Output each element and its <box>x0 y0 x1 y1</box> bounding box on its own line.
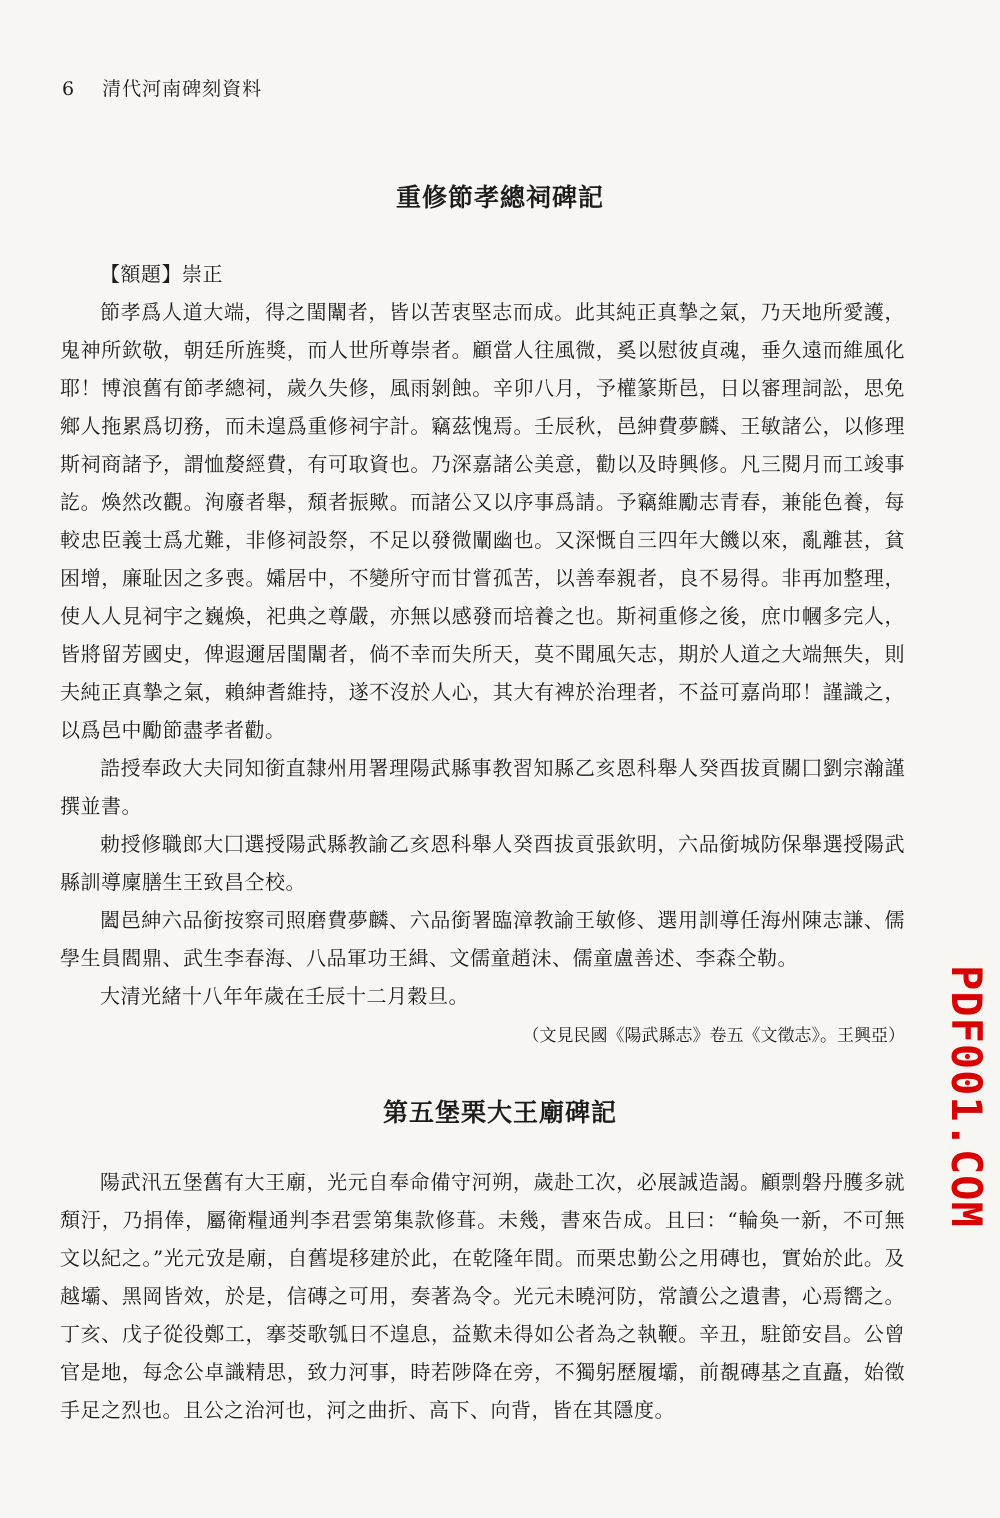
main-paragraph: 節孝爲人道大端，得之閨闈者，皆以苦衷堅志而成。此其純正真摯之氣，乃天地所愛護，鬼神所欽敬，朝廷所旌獎，而人世所尊崇者。顧當人往風微，奚以慰彼貞魂，垂久遠而維風化耶！博浪舊有節孝總祠，歲久失修，風雨剝蝕。辛卯八月，予權篆斯邑，日以審理詞訟，思免鄉人拖累爲切務，而未遑爲重修祠宇計。竊茲愧焉。壬辰秋，邑紳費夢麟、王敏諸公，以修理斯祠商諸予，謂恤嫠經費，有可取資也。乃深嘉諸公美意，勸以及時興修。凡三閱月而工竣事訖。煥然改觀。洵廢者舉，頹者振歟。而諸公又以序事爲請。予竊維勵志青春，兼能色養，每較忠臣義士爲尤難，非修祠設祭，不足以發微闡幽也。又深慨自三四年大饑以來，亂離甚，貧困增，廉耻因之多喪。孀居中，不變所守而甘嘗孤苦，以善奉親者，良不易得。非再加整理，使人人見祠宇之巍煥，祀典之尊嚴，亦無以感發而培養之也。斯祠重修之後，庶巾幗多完人，皆將留芳國史，俾遐邇居閨闈者，倘不幸而失所天，莫不聞風矢志，期於人道之大端無失，則夫純正真摯之氣，賴紳耆維持，遂不沒於人心，其大有裨於治理者，不益可嘉尚耶！謹識之，以爲邑中勵節盡孝者勸。 <box>60 300 905 742</box>
proofreader-credit: 勅授修職郎大囗選授陽武縣教諭乙亥恩科舉人癸酉拔貢張欽明，六品銜城防保舉選授陽武縣訓導廩膳生王致昌仝校。 <box>60 832 905 894</box>
page-number: 6 <box>62 78 76 100</box>
article-title: 重修節孝總祠碑記 <box>395 183 604 212</box>
inscription-heading: 【額題】崇正 <box>100 262 223 286</box>
book-title: 清代河南碑刻資料 <box>102 78 263 100</box>
article-body <box>60 255 905 1055</box>
date-line: 大清光緒十八年年歲在壬辰十二月穀旦。 <box>100 984 469 1008</box>
article-body-2 <box>60 1163 905 1429</box>
author-credit: 誥授奉政大夫同知銜直隸州用署理陽武縣事教習知縣乙亥恩科舉人癸酉拔貢關囗劉宗瀚謹撰並書。 <box>60 756 905 818</box>
main-paragraph-2: 陽武汛五堡舊有大王廟，光元自奉命備守河朔，歲赴工次，必展誠造謁。顧剽磐丹臒多就頽汙，乃捐俸，屬衛糧通判李君雲第集款修葺。未幾，書來告成。且曰：“輪奐一新，不可無文以紀之。”光元攷是廟，自舊堤移建於此，在乾隆年間。而栗忠勤公之用磚也，實始於此。及越壩、黑岡皆效，於是，信磚之可用，奏著為令。光元未曉河防，常讀公之遺書，心焉嚮之。丁亥、戊子從役鄭工，搴茭歌瓠日不遑息，益歎未得如公者為之執鞭。辛丑，駐節安昌。公曾官是地，每念公卓識精思，致力河事，時若陟降在旁，不獨躬歷履壩，前覩磚基之直矗，始徵手足之烈也。且公之治河也，河之曲折、高下、向背，皆在其隱度。 <box>60 1170 905 1422</box>
article-title-2: 第五堡栗大王廟碑記 <box>382 1098 617 1127</box>
engraver-credit: 闔邑紳六品銜按察司照磨費夢麟、六品銜署臨漳教諭王敏修、選用訓導任海州陳志謙、儒學生員閻鼎、武生李春海、八品軍功王緝、文儒童趙沬、儒童盧善述、李森仝勒。 <box>60 908 905 970</box>
watermark: PDF001.COM <box>942 965 991 1228</box>
source-citation: （文見民國《陽武縣志》卷五《文徵志》。王興亞） <box>522 1026 905 1046</box>
running-header <box>62 74 262 101</box>
